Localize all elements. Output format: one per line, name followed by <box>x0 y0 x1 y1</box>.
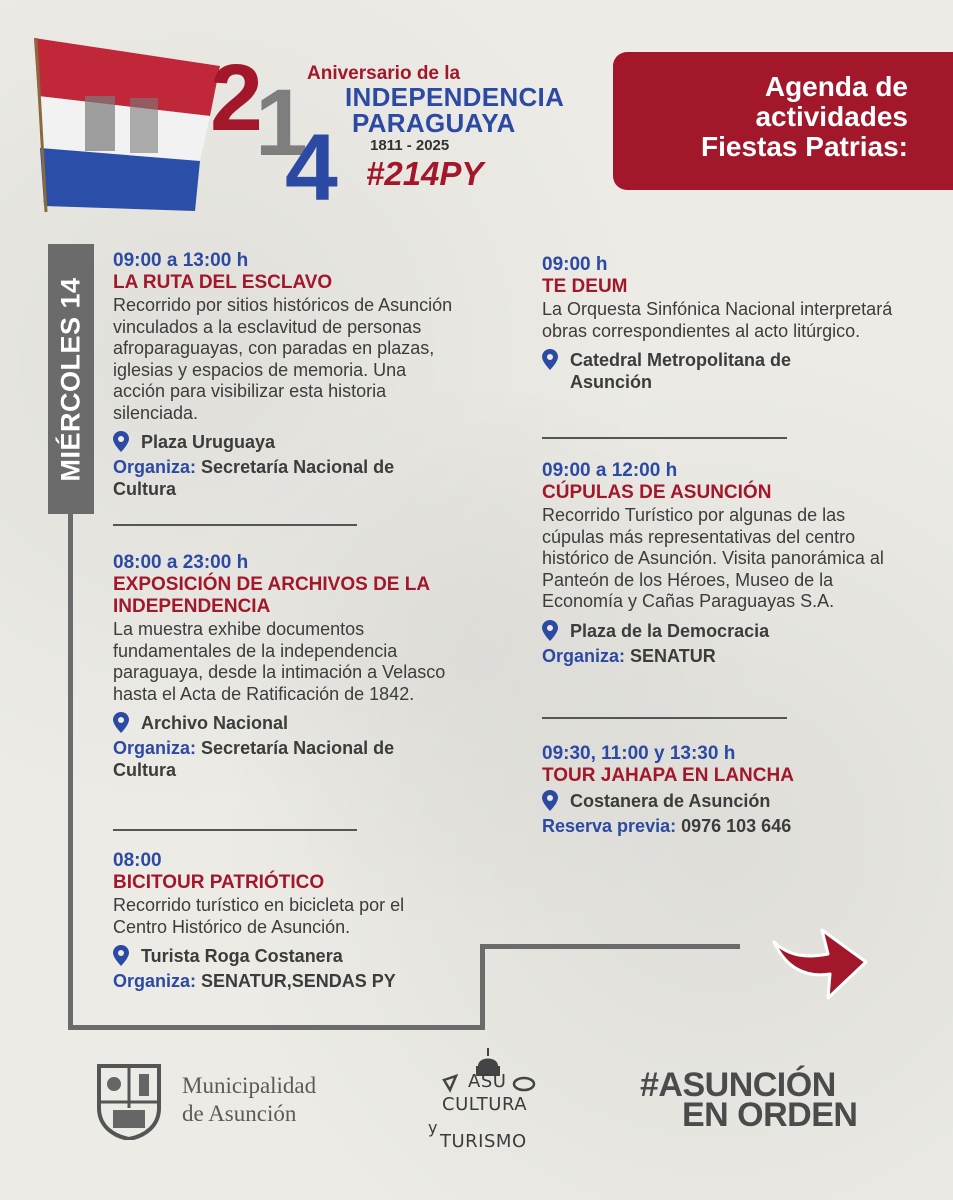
event-title: TOUR JAHAPA EN LANCHA <box>542 765 794 786</box>
event-title: LA RUTA DEL ESCLAVO <box>113 272 333 293</box>
event-description: Recorrido por sitios históricos de Asunción vinculados a la esclavitud de personas afroparaguayas, con paradas en plazas, iglesias y espacios de memoria. Una acción para visibilizar esta historia silenciada. <box>113 295 453 423</box>
event-ruta-esclavo <box>113 250 458 500</box>
event-place-name: Archivo Nacional <box>141 713 289 733</box>
event-description: La muestra exhibe documentos fundamentales de la independencia paraguaya, desde la intimación a Velasco hasta el Acta de Ratificación de 1842. <box>113 619 446 704</box>
organizer-value: Secretaría Nacional de Cultura <box>113 457 395 499</box>
location-pin-icon <box>113 712 129 733</box>
separator <box>542 437 787 439</box>
municipalidad-logo-text <box>182 1072 362 1128</box>
event-place <box>113 945 458 967</box>
independence-title-2: PARAGUAYA <box>352 108 516 138</box>
event-place-name: Plaza de la Democracia <box>570 620 770 641</box>
event-time: 09:00 a 13:00 h <box>113 250 249 271</box>
event-place-name: Plaza Uruguaya <box>141 432 276 452</box>
agenda-title <box>608 72 908 162</box>
event-organizer <box>113 737 458 781</box>
separator <box>113 829 357 831</box>
event-place-name: Catedral Metropolitana de Asunción <box>570 350 792 392</box>
organizer-value: SENATUR,SENDAS PY <box>201 971 396 991</box>
organizer-value: Secretaría Nacional de Cultura <box>113 738 395 780</box>
event-description: La Orquesta Sinfónica Nacional interpretará obras correspondientes al acto litúrgico. <box>542 299 893 341</box>
day-label <box>48 244 94 514</box>
event-organizer <box>113 970 458 992</box>
event-place <box>113 712 458 734</box>
years-label: 1811 - 2025 <box>370 137 450 154</box>
turismo-label: TURISMO <box>440 1131 527 1152</box>
agenda-line-1: Agenda de <box>764 71 908 102</box>
event-time: 09:00 a 12:00 h <box>542 460 678 481</box>
reservation-phone: 0976 103 646 <box>681 816 792 836</box>
event-tour-jahapa <box>542 743 902 837</box>
event-place <box>542 349 902 393</box>
event-title: EXPOSICIÓN DE ARCHIVOS DE LA INDEPENDENCIA <box>113 574 430 617</box>
location-pin-icon <box>113 945 129 966</box>
municipalidad-line-2: de Asunción <box>182 1101 297 1126</box>
location-pin-icon <box>542 620 558 641</box>
y-label: y <box>428 1118 438 1137</box>
hashtag-line-1: #ASUNCIÓN <box>640 1066 836 1104</box>
event-place-name: Turista Roga Costanera <box>141 946 343 966</box>
event-place <box>542 790 902 812</box>
organizer-value: SENATUR <box>630 645 716 666</box>
organizer-label: Organiza: <box>113 738 197 758</box>
event-place <box>113 431 458 453</box>
organizer-label: Organiza: <box>542 645 626 666</box>
independence-title-1: INDEPENDENCIA <box>345 82 565 112</box>
separator <box>113 524 357 526</box>
timeline-right <box>480 944 740 949</box>
location-pin-icon <box>542 790 558 811</box>
timeline-bottom <box>68 1025 484 1030</box>
cultura-label: CULTURA <box>442 1094 528 1115</box>
day-label-text: MIÉRCOLES 14 <box>55 276 86 482</box>
agenda-line-3: Fiestas Patrias: <box>701 131 908 162</box>
timeline-connector <box>480 944 485 1030</box>
anniversary-label: Aniversario de la <box>307 63 461 84</box>
event-description: Recorrido Turístico por algunas de las cúpulas más representativas del centro histórico de Asunción. Visita panorámica al Panteón de los Héroes, Museo de la Economía y Cañas Paraguayas S.A. <box>542 505 884 611</box>
agenda-line-2: actividades <box>755 101 908 132</box>
event-organizer <box>113 456 458 500</box>
event-te-deum <box>542 254 902 393</box>
asu-label: ASU <box>468 1071 507 1092</box>
number-1: 1 <box>255 70 308 176</box>
event-place-name: Costanera de Asunción <box>570 791 771 811</box>
event-time: 08:00 a 23:00 h <box>113 552 249 573</box>
timeline-vertical <box>68 514 73 1030</box>
location-pin-icon <box>542 349 558 370</box>
organizer-label: Organiza: <box>113 457 197 477</box>
reservation-label: Reserva previa: <box>542 816 677 836</box>
asuncion-en-orden-hashtag <box>640 1066 880 1134</box>
event-description: Recorrido turístico en bicicleta por el Centro Histórico de Asunción. <box>113 895 405 937</box>
event-exposicion-archivos <box>113 552 458 781</box>
event-cupulas <box>542 460 902 667</box>
municipal-crest-icon <box>95 1062 163 1140</box>
municipalidad-line-1: Municipalidad <box>182 1073 317 1098</box>
number-2: 2 <box>210 45 263 151</box>
event-time: 09:00 h <box>542 254 608 275</box>
event-reservation <box>542 815 902 837</box>
hashtag-214py: #214PY <box>366 155 484 192</box>
event-title: TE DEUM <box>542 276 628 297</box>
event-time: 08:00 <box>113 850 162 871</box>
event-organizer <box>542 645 902 667</box>
event-title: CÚPULAS DE ASUNCIÓN <box>542 482 772 503</box>
hashtag-line-2: EN ORDEN <box>682 1096 858 1134</box>
location-pin-icon <box>113 431 129 452</box>
event-place <box>542 620 902 642</box>
organizer-label: Organiza: <box>113 971 197 991</box>
number-4: 4 <box>285 115 338 205</box>
arrow-right-icon <box>770 912 870 1000</box>
paraguay-flag-icon <box>30 36 220 212</box>
separator <box>542 717 787 719</box>
event-time: 09:30, 11:00 y 13:30 h <box>542 743 736 764</box>
event-title: BICITOUR PATRIÓTICO <box>113 872 325 893</box>
event-bicitour <box>113 850 458 992</box>
